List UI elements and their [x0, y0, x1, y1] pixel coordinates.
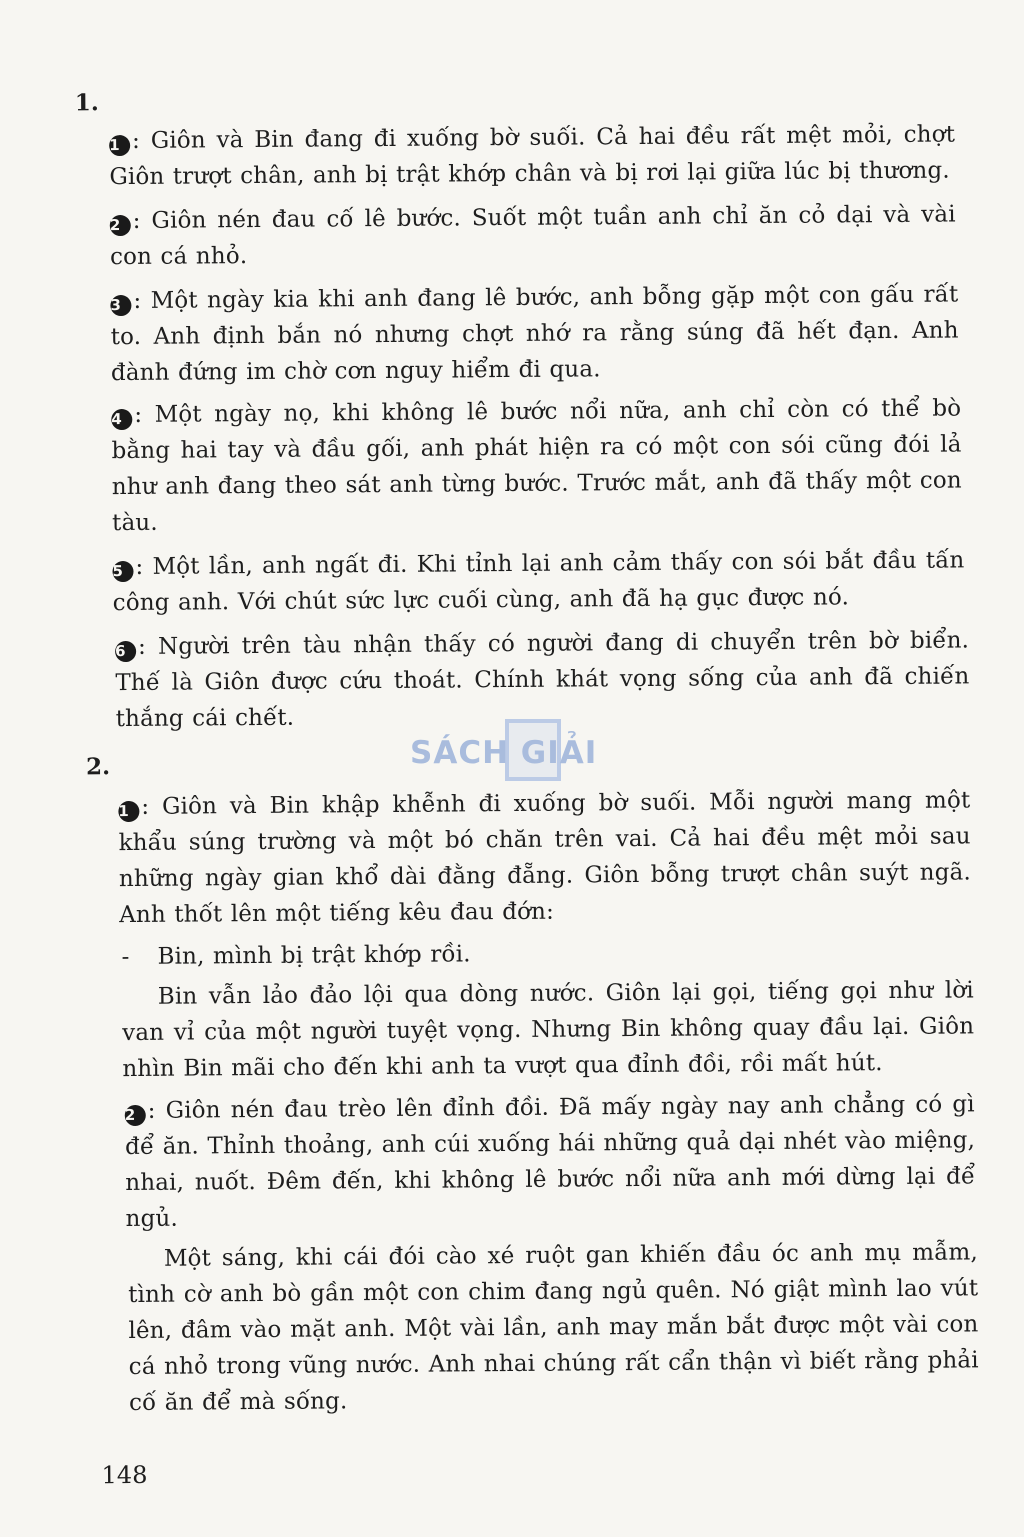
- watermark-logo: [410, 717, 620, 787]
- paragraph-text: : Giôn nén đau trèo lên đỉnh đồi. Đã mấy ngày nay anh chẳng có gì để ăn. Thỉnh thoảng, anh cúi xuống hái những quả dại nhét vào miệng, nhai, nuốt. Đêm đến, khi không lê bước nổi nữa anh mới dừng lại để ngủ.: [124, 1091, 976, 1233]
- section-number-2: 2.: [85, 753, 111, 781]
- numbered-marker-icon: 6: [115, 641, 136, 662]
- paragraph: [118, 782, 971, 933]
- paragraph-text: : Người trên tàu nhận thấy có người đang di chuyển trên bờ biển. Thế là Giôn được cứu thoát. Chính khát vọng sống của anh đã chiến thắng cái chết.: [115, 627, 970, 733]
- numbered-marker-icon: 5: [112, 561, 133, 582]
- paragraph-text: : Một ngày kia khi anh đang lê bước, anh bỗng gặp một con gấu rất to. Anh định bắn nó nhưng chợt nhớ ra rằng súng đã hết đạn. Anh đành đứng im chờ cơn nguy hiểm đi qua.: [110, 281, 959, 387]
- numbered-marker-icon: 3: [110, 295, 131, 316]
- dialogue-line: [157, 932, 971, 974]
- numbered-marker-icon: 1: [109, 135, 130, 156]
- watermark-text: SÁCH GIẢI: [410, 735, 598, 771]
- paragraph-text: Một sáng, khi cái đói cào xé ruột gan khiến đầu óc anh mụ mẫm, tình cờ anh bò gần một con chim đang ngủ quên. Nó giật mình lao vút lên, đâm vào mặt anh. Một vài lần, anh may mắn bắt được một vài con cá nhỏ trong vũng nước. Anh nhai chúng rất cẩn thận vì biết rằng phải cố ăn để mà sống.: [128, 1239, 979, 1417]
- paragraph: [109, 117, 956, 196]
- paragraph: [125, 1086, 976, 1237]
- numbered-marker-icon: 2: [110, 215, 131, 236]
- numbered-marker-icon: 1: [118, 801, 139, 822]
- paragraph-text: : Một lần, anh ngất đi. Khi tỉnh lại anh cảm thấy con sói bắt đầu tấn công anh. Với chút sức lực cuối cùng, anh đã hạ gục được nó.: [112, 547, 965, 617]
- paragraph: [110, 276, 959, 391]
- paragraph-text: Bin vẫn lảo đảo lội qua dòng nước. Giôn lại gọi, tiếng gọi như lời van vỉ của một người tuyệt vọng. Nhưng Bin không quay đầu lại. Giôn nhìn Bin mãi cho đến khi anh ta vượt qua đỉnh đồi, rồi mất hút.: [122, 977, 975, 1083]
- paragraph-text: : Giôn và Bin đang đi xuống bờ suối. Cả hai đều rất mệt mỏi, chợt Giôn trượt chân, anh bị trật khớp chân và bị rơi lại giữa lúc bị thương.: [109, 121, 956, 191]
- paragraph-text: : Giôn nén đau cố lê bước. Suốt một tuần anh chỉ ăn cỏ dại và vài con cá nhỏ.: [109, 201, 956, 271]
- numbered-marker-icon: 2: [125, 1105, 146, 1126]
- paragraph: [112, 542, 965, 621]
- paragraph: [128, 1234, 979, 1421]
- paragraph: [111, 390, 962, 541]
- numbered-marker-icon: 4: [111, 409, 132, 430]
- paragraph-text: Bin, mình bị trật khớp rồi.: [157, 941, 471, 970]
- page-number: 148: [101, 1460, 148, 1490]
- dialogue-dash: -: [121, 944, 130, 971]
- paragraph: [122, 972, 975, 1087]
- section-number-1: 1.: [74, 89, 99, 117]
- paragraph-text: : Giôn và Bin khập khễnh đi xuống bờ suối. Mỗi người mang một khẩu súng trường và một bó chăn trên vai. Cả hai đều mệt mỏi sau những ngày gian khổ dài đằng đẵng. Giôn bỗng trượt chân suýt ngã. Anh thốt lên một tiếng kêu đau đớn:: [118, 787, 971, 929]
- paragraph-text: : Một ngày nọ, khi không lê bước nổi nữa, anh chỉ còn có thể bò bằng hai tay và đầu gối, anh phát hiện ra có một con sói cũng đói lả như anh đang theo sát anh từng bước. Trước mắt, anh đã thấy một con tàu.: [111, 395, 962, 537]
- paragraph: [110, 196, 957, 275]
